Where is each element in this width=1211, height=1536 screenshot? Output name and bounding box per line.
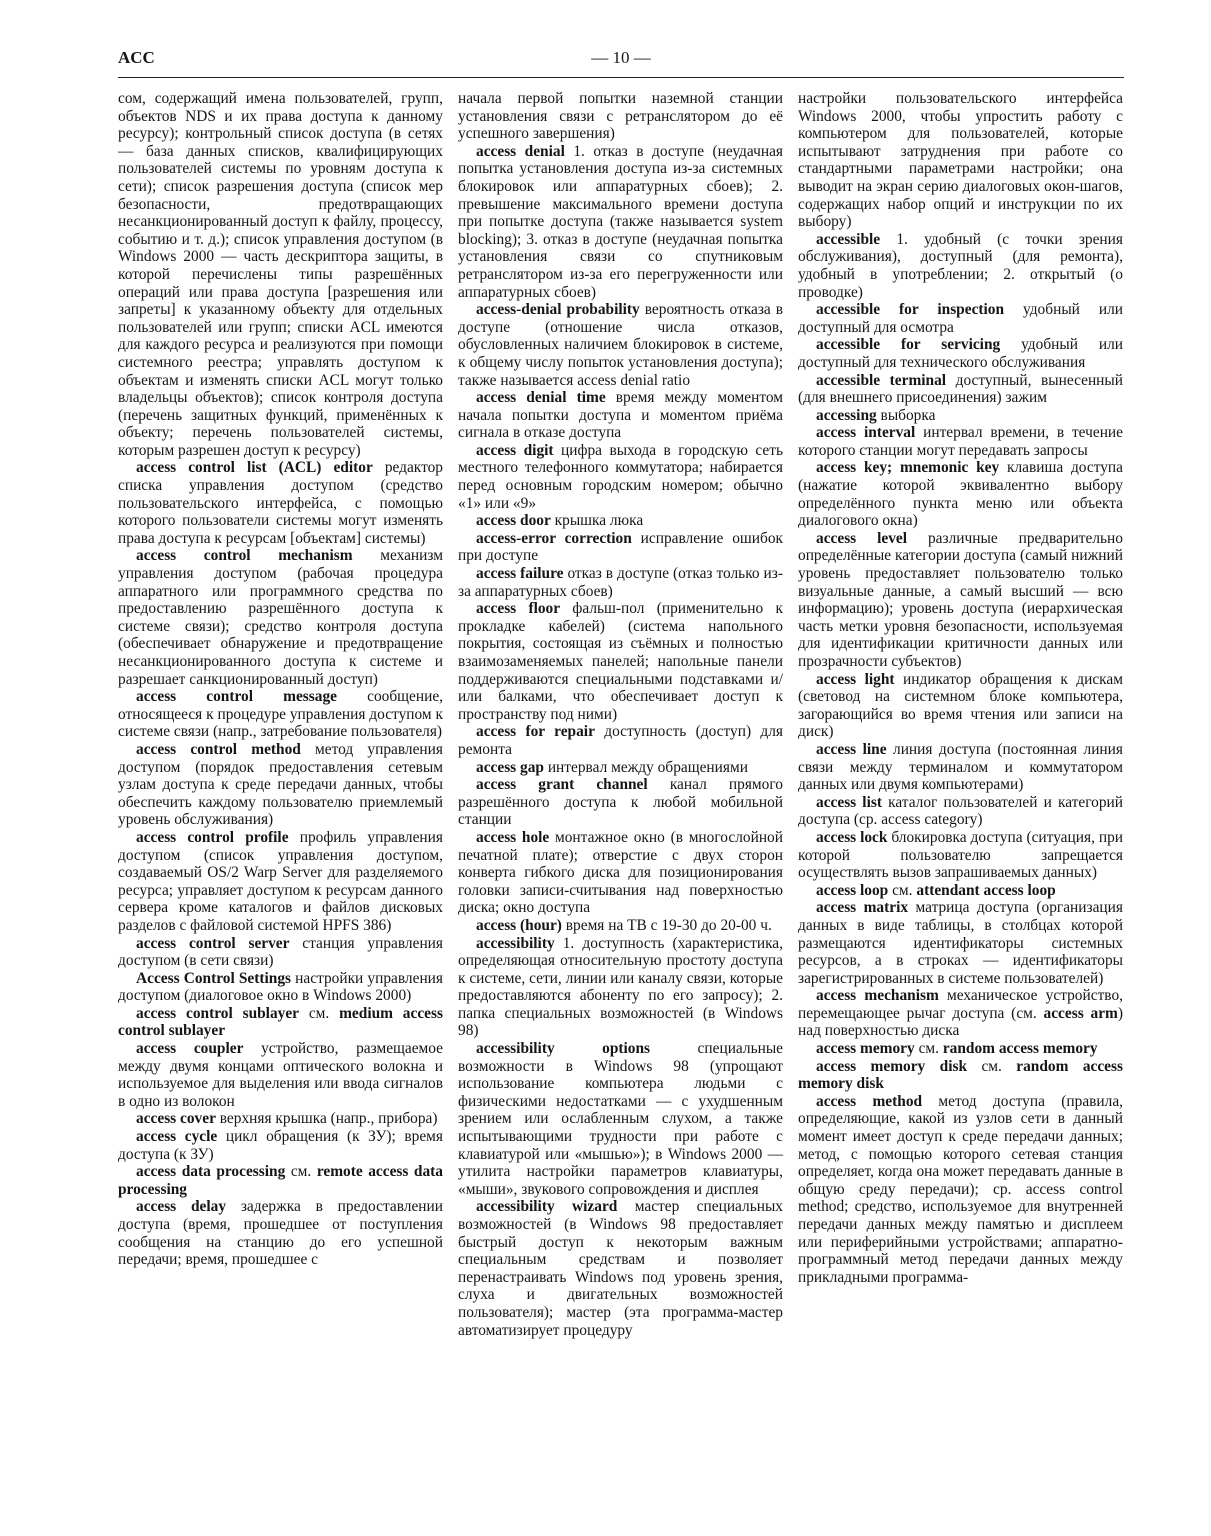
headword: access denial time xyxy=(476,389,606,407)
dictionary-entry xyxy=(458,935,783,1041)
dictionary-entry xyxy=(118,1198,443,1268)
dictionary-entry xyxy=(458,917,783,935)
page-number: — 10 — xyxy=(591,48,651,67)
definition-text: см. xyxy=(299,1004,340,1022)
headword: accessible for servicing xyxy=(816,336,1001,354)
headword: access floor xyxy=(476,600,561,618)
dictionary-entry xyxy=(118,688,443,741)
definition-text: ) над поверхностью диска xyxy=(798,1004,1123,1040)
headword: access method xyxy=(816,1092,923,1110)
definition-text: метод управления доступом (порядок предоставления сетевым узлам доступа к среде передачи данных, чтобы обеспечить каждому пользователю приемлемый уровень обслуживания) xyxy=(118,740,443,829)
definition-text: время на ТВ с 19-30 до 20-00 ч. xyxy=(561,916,772,934)
column-1 xyxy=(118,90,443,1269)
definition-text: индикатор обращения к дискам (световод на системном блоке компьютера, загорающийся во время чтения или записи на диск) xyxy=(798,670,1123,741)
definition-text: различные предварительно определённые категории доступа (самый нижний уровень предоставляет пользователю только визуальные данные, а самый высший — всю информацию); уровень доступа (иерархическая часть метки уровня безопасности, используемая для идентификации критичности данных или прозрачности субъектов) xyxy=(798,529,1123,670)
definition-text: доступный, вынесенный (для внешнего присоединения) зажим xyxy=(798,371,1123,407)
dictionary-entry xyxy=(458,442,783,512)
dictionary-entry xyxy=(458,759,783,777)
headword: random access memory disk xyxy=(798,1057,1123,1093)
definition-text: крышка люка xyxy=(550,512,644,530)
definition-text: настройки пользовательского интерфейса Windows 2000, чтобы упростить работу с компьютером для пользователей, которые испытывают затруднения при работе со стандартными параметрами настройки; она выводит на экран серию диалоговых окон-шагов, содержащих набор опций и инструкции по их выбору) xyxy=(798,90,1123,231)
definition-text: настройки управления доступом (диалоговое окно в Windows 2000) xyxy=(118,969,443,1005)
definition-text: устройство, размещаемое между двумя концами оптического волокна и используемое для выделения или ввода сигналов в одно из волокон xyxy=(118,1040,443,1110)
dictionary-entry xyxy=(118,547,443,688)
column-3 xyxy=(798,90,1123,1286)
continued-text xyxy=(798,90,1123,231)
definition-text: сообщение, относящееся к процедуре управления доступом к системе связи (напр., затребование пользователя) xyxy=(118,688,444,741)
definition-text: фальш-пол (применительно к прокладке кабелей) (система напольного покрытия, состоящая из съёмных и полностью взаимозаменяемых панелей; напольные панели поддерживаются специальными подставками и/или балками, что обеспечивает доступ к пространству под ними) xyxy=(458,600,783,723)
definition-text: удобный или доступный для технического обслуживания xyxy=(798,336,1123,371)
headword: access control list (ACL) editor xyxy=(136,459,373,477)
headword: access control sublayer xyxy=(136,1004,300,1022)
headword: access control method xyxy=(136,740,301,758)
headword: access gap xyxy=(476,758,544,776)
dictionary-entry xyxy=(798,459,1123,529)
definition-text: матрица доступа (организация данных в виде таблицы, в столбцах которой размещаются идентификаторы системных ресурсов, а в строках — идентификаторы зарегистрированных в системе пользователей) xyxy=(798,899,1123,987)
headword: access door xyxy=(476,512,551,530)
dictionary-entry xyxy=(798,1093,1123,1287)
headword: access light xyxy=(816,670,895,688)
definition-text: вероятность отказа в доступе (отношение числа отказов, обусловленных наличием блокировок в системе, к общему числу попыток установления доступа); также называется access denial ratio xyxy=(458,301,783,389)
definition-text: клавиша доступа (нажатие которой эквивалентно выбору определённого пункта меню или объекта диалогового окна) xyxy=(798,459,1123,530)
definition-text: линия доступа (постоянная линия связи между терминалом и коммутатором данных или двумя компьютерами) xyxy=(798,740,1123,794)
dictionary-entry xyxy=(458,1040,783,1198)
headword: access denial xyxy=(476,142,565,160)
headword: Access Control Settings xyxy=(136,969,292,987)
headword: attendant access loop xyxy=(916,881,1056,899)
dictionary-entry xyxy=(118,1005,443,1040)
dictionary-entry xyxy=(458,723,783,758)
headword: access mechanism xyxy=(816,987,939,1005)
headword: access-denial probability xyxy=(476,301,640,319)
definition-text: каталог пользователей и категорий доступа (ср. access category) xyxy=(798,793,1123,829)
definition-text: см. xyxy=(285,1163,317,1181)
definition-text: 1. отказ в доступе (неудачная попытка установления доступа из-за системных блокировок или аппаратурных сбоев); 2. превышение максимального времени доступа при попытке доступа (также называется system blocking); 3. отказ в доступе (неудачная попытка установления связи со спутниковым ретранслятором из-за его перегруженности или аппаратурных сбоев) xyxy=(458,142,783,301)
dictionary-entry xyxy=(458,389,783,442)
definition-text: интервал времени, в течение которого станции могут передавать запросы xyxy=(798,424,1123,459)
dictionary-entry xyxy=(118,935,443,970)
definition-text: специальные возможности в Windows 98 (упрощают использование компьютера людьми с физическими недостатками — с ухудшенным зрением или ослабленным слухом, а также испытывающими трудности при работе с клавиатурой или «мышью»); в Windows 2000 — утилита настройки параметров клавиатуры, «мыши», звукового сопровождения и дисплея xyxy=(458,1040,784,1198)
headword: accessibility options xyxy=(476,1040,651,1058)
dictionary-entry xyxy=(458,512,783,530)
headword: access for repair xyxy=(476,723,595,741)
dictionary-entry xyxy=(798,899,1123,987)
column-2 xyxy=(458,90,783,1339)
headword: access arm xyxy=(1043,1004,1118,1022)
definition-text: выборка xyxy=(876,406,936,424)
dictionary-entry xyxy=(118,1128,443,1163)
definition-text: механизм управления доступом (рабочая процедура аппаратного или программного средства по предоставлению разрешённого доступа к системе связи); средство контроля доступа (обеспечивает обнаружение и предотвращение несанкционированного доступа к системе и разрешает санкционированный доступ) xyxy=(118,547,443,688)
headword: medium access control sublayer xyxy=(118,1004,443,1040)
dictionary-entry xyxy=(798,372,1123,407)
dictionary-entry xyxy=(118,970,443,1005)
header-rule xyxy=(118,77,1124,78)
definition-text: механическое устройство, перемещающее рычаг доступа (см. xyxy=(798,987,1123,1022)
headword: access hole xyxy=(476,828,550,846)
headword: access failure xyxy=(476,565,564,583)
definition-text: профиль управления доступом (список управления доступом, создаваемый OS/2 Warp Server для разделяемого ресурса; управляет доступом к ресурсам данного сервера кроме каталогов и файлов дисковых разделов с файловой системой HPFS 386) xyxy=(118,828,443,934)
dictionary-entry xyxy=(458,1198,783,1339)
dictionary-entry xyxy=(798,301,1123,336)
dictionary-entry xyxy=(798,530,1123,671)
headword: access cycle xyxy=(136,1128,218,1146)
definition-text: интервал между обращениями xyxy=(543,758,748,776)
definition-text: начала первой попытки наземной станции установления связи с ретранслятором до её успешного завершения) xyxy=(458,90,783,143)
headword: remote access data processing xyxy=(118,1163,443,1198)
definition-text: исправление ошибок при доступе xyxy=(458,529,783,565)
continued-text xyxy=(118,90,443,459)
definition-text: время между моментом начала попытки доступа и моментом приёма сигнала в отказе доступа xyxy=(458,389,783,442)
dictionary-entry xyxy=(458,530,783,565)
headword: access line xyxy=(816,740,887,758)
dictionary-entry xyxy=(798,231,1123,301)
page-header xyxy=(118,48,1124,72)
headword: access level xyxy=(816,529,908,547)
definition-text: удобный или доступный для осмотра xyxy=(798,301,1123,336)
definition-text: сом, содержащий имена пользователей, групп, объектов NDS и их права доступа к данному ресурсу); контрольный список доступа (в сетях — база данных списков, квалифицирующих пользователей системы по уровням доступа к сети); список разрешения доступа (список мер безопасности, предотвращающих несанкционированный доступ к файлу, процессу, событию и т. д.); список управления доступом (в Windows 2000 — часть дескриптора защиты, в которой перечислены типы разрешённых операций или права доступа [разрешения или запреты] к указанному объекту для отдельных пользователей или групп; списки ACL имеются для каждого ресурса и реализуются при помощи системного реестра; управлять доступом к объектам и изменять списки ACL могут только владельцы объектов); список контроля доступа (перечень защитных функций, применённых к объекту; перечень пользователей системы, которым разрешен доступ к ресурсу) xyxy=(118,90,443,459)
dictionary-entry xyxy=(458,301,783,389)
headword: access lock xyxy=(816,828,888,846)
headword: access (hour) xyxy=(476,916,562,934)
headword: access coupler xyxy=(136,1040,244,1058)
headword: access control mechanism xyxy=(136,547,353,565)
headword: access control profile xyxy=(136,828,289,846)
headword: access key; mnemonic key xyxy=(816,459,1000,477)
dictionary-entry xyxy=(798,1040,1123,1058)
headword: accessible terminal xyxy=(816,371,947,389)
headword: access cover xyxy=(136,1110,216,1128)
dictionary-entry xyxy=(798,987,1123,1040)
headword: accessible for inspection xyxy=(816,301,1005,319)
dictionary-entry xyxy=(798,1058,1123,1093)
definition-text: доступность (доступ) для ремонта xyxy=(458,723,783,758)
definition-text: см. xyxy=(967,1057,1017,1075)
definition-text: канал прямого разрешённого доступа к любой мобильной станции xyxy=(458,776,783,829)
dictionary-entry xyxy=(798,882,1123,900)
definition-text: верхняя крышка (напр., прибора) xyxy=(215,1110,438,1128)
headword: access list xyxy=(816,793,882,811)
definition-text: цикл обращения (к ЗУ); время доступа (к ЗУ) xyxy=(118,1128,443,1163)
headword: access loop xyxy=(816,881,889,899)
definition-text: задержка в предоставлении доступа (время, прошедшее от поступления сообщения на станцию до его успешной передачи; время, прошедшее с xyxy=(118,1198,443,1269)
headword: access matrix xyxy=(816,899,909,917)
definition-text: см. xyxy=(914,1040,943,1058)
definition-text: метод доступа (правила, определяющие, какой из узлов сети в данный момент имеет доступ к среде передачи данных; метод, с помощью которого сетевая станция определяет, когда она может передавать данные в общую среду передачи); ср. access control method; средство, используемое для внутренней передачи данных между памятью и дисплеем или периферийными устройствами; аппаратно-программный метод передачи данных между прикладными программа- xyxy=(798,1092,1124,1286)
dictionary-entry xyxy=(118,1040,443,1110)
dictionary-entry xyxy=(118,459,443,547)
headword: access-error correction xyxy=(476,529,632,547)
headword: access delay xyxy=(136,1198,227,1216)
dictionary-entry xyxy=(118,741,443,829)
headword: access memory disk xyxy=(816,1057,968,1075)
dictionary-entry xyxy=(798,794,1123,829)
headword: accessing xyxy=(816,406,877,424)
headword: access control message xyxy=(136,688,337,706)
definition-text: блокировка доступа (ситуация, при которой пользователю запрещается осуществлять вызов запрашиваемых данных) xyxy=(798,828,1123,882)
running-head: ACC xyxy=(118,48,155,67)
definition-text: станция управления доступом (в сети связи) xyxy=(118,934,443,970)
dictionary-entry xyxy=(118,1110,443,1128)
dictionary-entry xyxy=(458,600,783,723)
definition-text: редактор списка управления доступом (средство пользовательского интерфейса, с помощью которого пользователи системы могут изменять права доступа к ресурсам [объектам] системы) xyxy=(118,459,443,547)
dictionary-entry xyxy=(458,565,783,600)
headword: access grant channel xyxy=(476,776,648,794)
dictionary-entry xyxy=(458,829,783,917)
dictionary-entry xyxy=(798,741,1123,794)
headword: accessibility wizard xyxy=(476,1198,618,1216)
dictionary-entry xyxy=(458,776,783,829)
definition-text: мастер специальных возможностей (в Windows 98 предоставляет быстрый доступ к некоторым важным специальным средствам и позволяет перенастраивать Windows под уровень зрения, слуха и двигательных возможностей пользователя); мастер (эта программа-мастер автоматизирует процедуру xyxy=(458,1198,783,1339)
definition-text: см. xyxy=(888,881,917,899)
dictionary-entry xyxy=(798,829,1123,882)
definition-text: 1. доступность (характеристика, определяющая относительную простоту доступа к системе, сети, линии или каналу связи, которые предоставляются абоненту по его запросу); 2. папка специальных возможностей (в Windows 98) xyxy=(458,934,783,1040)
dictionary-entry xyxy=(798,671,1123,741)
dictionary-entry xyxy=(798,336,1123,371)
dictionary-entry xyxy=(798,407,1123,425)
headword: random access memory xyxy=(942,1040,1098,1058)
definition-text: отказ в доступе (отказ только из-за аппаратурных сбоев) xyxy=(458,565,784,600)
headword: access interval xyxy=(816,424,916,442)
definition-text: монтажное окно (в многослойной печатной плате); отверстие с двух сторон конверта гибкого диска для позиционирования головки записи-считывания над поверхностью диска; окно доступа xyxy=(458,828,783,917)
headword: accessibility xyxy=(476,934,555,952)
dictionary-entry xyxy=(458,143,783,301)
headword: accessible xyxy=(816,230,881,248)
dictionary-entry xyxy=(118,829,443,935)
headword: access data processing xyxy=(136,1163,286,1181)
headword: access memory xyxy=(816,1040,915,1058)
dictionary-entry xyxy=(798,424,1123,459)
headword: access digit xyxy=(476,441,554,459)
continued-text xyxy=(458,90,783,143)
headword: access control server xyxy=(136,934,290,952)
definition-text: 1. удобный (с точки зрения обслуживания), доступный (для ремонта), удобный в употреблении; 2. открытый (о проводке) xyxy=(798,230,1123,301)
dictionary-entry xyxy=(118,1163,443,1198)
definition-text: цифра выхода в городскую сеть местного телефонного коммутатора; набирается перед основным городским номером; обычно «1» или «9» xyxy=(458,441,783,512)
